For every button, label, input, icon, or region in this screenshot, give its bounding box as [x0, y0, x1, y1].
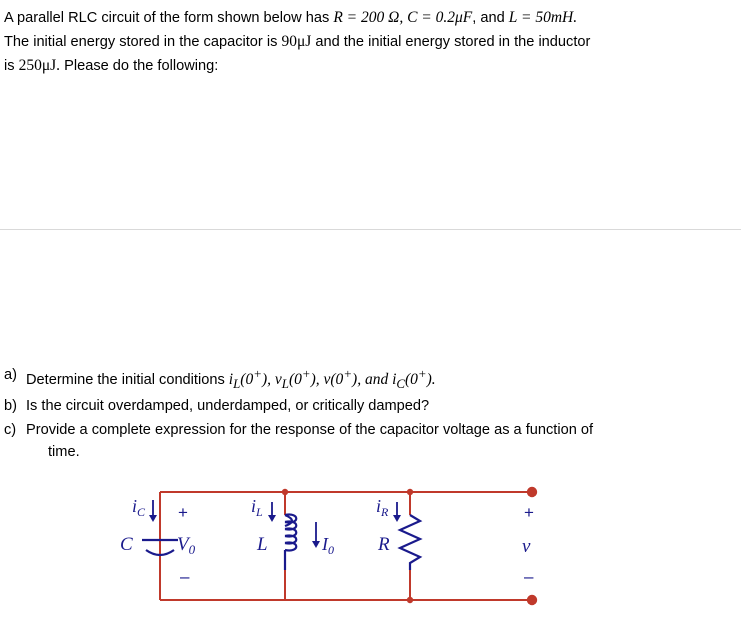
inductor-energy-value: 250μJ. [18, 57, 61, 75]
capacitance-value: C = 0.2μF [403, 9, 473, 26]
node-inductor-top [282, 489, 288, 495]
circuit-diagram [120, 470, 720, 630]
resistor-label: R [378, 534, 390, 555]
problem-text-and: , and [472, 10, 509, 26]
problem-statement [4, 6, 724, 78]
problem-text-1: A parallel RLC circuit of the form shown below has [4, 10, 334, 26]
initial-current-label: $I_0$ [322, 534, 334, 557]
output-plus-sign: + [524, 503, 534, 522]
task-label-a: a) [4, 367, 17, 383]
capacitor-energy-value: 90μJ [281, 33, 312, 51]
capacitor-minus-sign: – [180, 567, 190, 586]
task-list [4, 364, 704, 465]
resistance-value: R = 200 Ω, [333, 9, 404, 26]
circuit-wires [160, 492, 535, 600]
task-a-lead: Determine the initial conditions [26, 372, 229, 389]
inductor-symbol [285, 515, 296, 570]
problem-line-1 [4, 6, 724, 30]
problem-text-2b: and the initial energy stored in the inductor [311, 34, 591, 51]
problem-line-3 [4, 54, 724, 78]
terminal-top [527, 487, 537, 497]
capacitor-voltage-label: $V_0$ [177, 534, 196, 557]
problem-text-2: The initial energy stored in the capacitor is [4, 34, 282, 51]
node-resistor-bottom [407, 597, 413, 603]
task-label-c: c) [4, 421, 17, 438]
problem-text-3b: Please do the following: [60, 58, 219, 75]
inductor-current-label: $i_L$ [251, 496, 263, 519]
resistor-symbol [400, 515, 420, 570]
section-divider [0, 229, 741, 230]
inductance-value: L = 50mH. [508, 9, 578, 26]
problem-text-3: is [4, 58, 19, 75]
resistor-current-label: $i_R$ [376, 496, 389, 519]
task-text-a [26, 364, 704, 394]
task-item [4, 364, 704, 394]
task-item [4, 419, 704, 464]
task-text-c [26, 419, 704, 464]
terminal-bottom [527, 595, 537, 605]
capacitor-plus-sign: + [178, 503, 188, 522]
task-a-math: $i_L(0^+)$, $v_L(0^+)$, v(0+), and $i_C(0^+)$. [228, 366, 436, 392]
output-minus-sign: – [524, 567, 534, 586]
task-label-b: b) [4, 398, 17, 415]
task-text-b: Is the circuit overdamped, underdamped, or critically damped? [26, 398, 430, 415]
capacitor-current-label: $i_C$ [132, 496, 146, 519]
node-resistor-top [407, 489, 413, 495]
inductor-label: L [257, 534, 268, 555]
task-c-lead: Provide a complete expression for the response of the capacitor voltage as a function of [26, 421, 594, 438]
output-voltage-label: v [522, 536, 531, 557]
task-c-continuation: time. [48, 444, 80, 461]
task-item [4, 395, 704, 418]
problem-line-2 [4, 30, 724, 54]
capacitor-label: C [120, 534, 133, 555]
